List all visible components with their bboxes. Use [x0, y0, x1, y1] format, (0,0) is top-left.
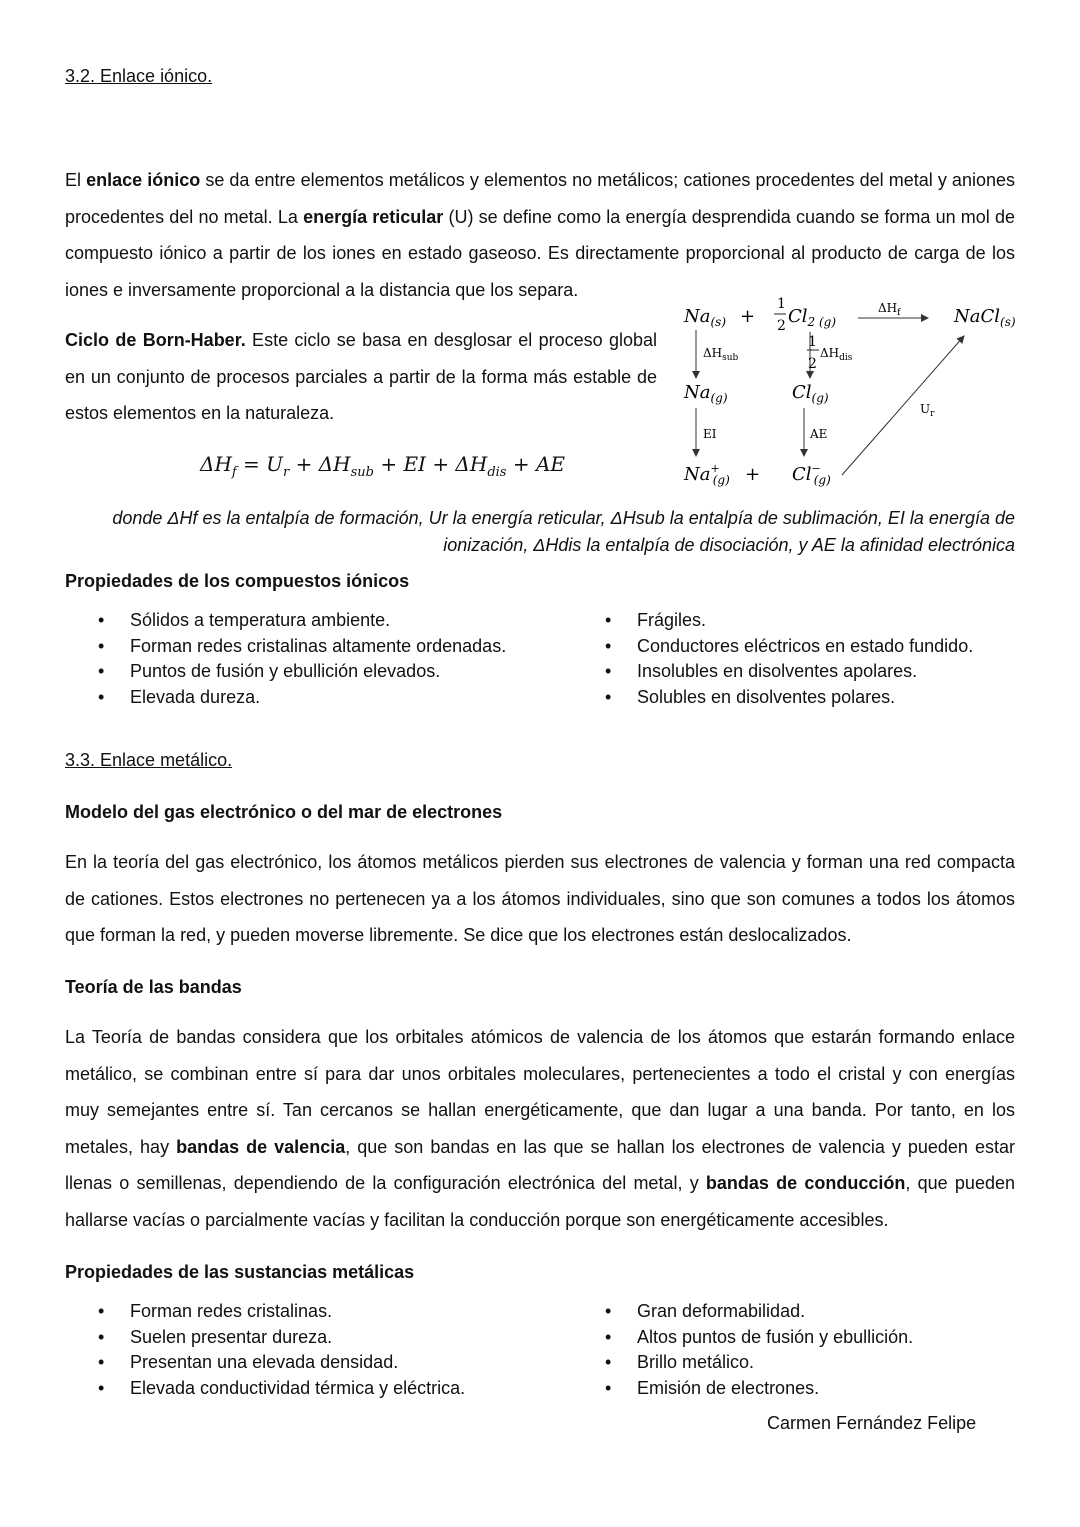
ae-label: AE [810, 427, 828, 441]
dis-half-num: 1 [808, 334, 817, 350]
born-haber-label: Ciclo de Born-Haber. [65, 330, 246, 350]
gas-model-title: Modelo del gas electrónico o del mar de electrones [65, 802, 503, 822]
born-haber-equation: $\Delta H_f = U_r + \Delta H_{sub}$ + EI + $\Delta H_{dis}$ + AE [200, 452, 565, 480]
author: Carmen Fernández Felipe [767, 1413, 977, 1433]
na-plus-label: Na+ (g) [684, 462, 730, 487]
bands-run: bandas de valencia [176, 1136, 346, 1157]
equation-caption [65, 505, 1015, 559]
gas-model-paragraph: En la teoría del gas electrónico, los átomos metálicos pierden sus electrones de valencia y forman una red compacta de cationes. Estos electrones no pertenecen ya a los átomos individuales, sino que son comunes a todos los átomos que forman la red, y pueden moverse libremente. Se dice que los electrones están deslocalizados. [65, 852, 1015, 946]
metal-props-left [65, 1299, 535, 1401]
ionic-props-title: Propiedades de los compuestos iónicos [65, 571, 410, 591]
born-haber-paragraph [65, 322, 657, 432]
plus-sign: + [740, 306, 756, 327]
intro-run: se da entre elementos metálicos y elementos no metálicos; cationes procedentes del metal y aniones procedentes del no metal. La [65, 170, 1015, 227]
bands-paragraph [65, 1019, 1015, 1239]
intro-run: El [65, 170, 87, 190]
intro-run: (U) se define como la energía desprendida cuando se forma un mol de compuesto iónico a partir de los iones en estado gaseoso. Es directamente proporcional al producto de carga de los iones e inversamente proporcional a la distancia que los separa. [65, 206, 1015, 300]
list-item: • Puntos de fusión y ebullición elevados. [65, 659, 535, 685]
bands-run: , que pueden hallarse vacías o parcialmente vacías y facilitan la conducción porque son energéticamente accesibles. [65, 1173, 1015, 1230]
ionic-props-right [572, 608, 1042, 710]
born-haber-text: Este ciclo se basa en desglosar el proceso global en un conjunto de procesos parciales a partir de la forma más estable de estos elementos en la naturaleza. [65, 330, 658, 424]
metal-props-right [572, 1299, 1042, 1401]
caption-line-2: ionización, ΔHdis la entalpía de disociación, y AE la afinidad electrónica [443, 535, 1015, 555]
ionic-intro-paragraph [65, 162, 1015, 308]
intro-run: energía reticular [303, 206, 444, 227]
list-item: • Altos puntos de fusión y ebullición. [572, 1325, 1042, 1351]
bands-run: , que son bandas en las que se hallan los electrones de valencia y pueden estar llenas o semillenas, dependiendo de la configuración electrónica del metal, y [65, 1136, 1015, 1194]
metal-props-title: Propiedades de las sustancias metálicas [65, 1262, 415, 1282]
caption-line-1: donde ΔHf es la entalpía de formación, Ur la energía reticular, ΔHsub la entalpía de sublimación, EI la energía de [112, 508, 1015, 528]
cl-g-label: $Cl_{(g)}$ [792, 382, 829, 405]
na-s-label: $Na_{(s)}$ [684, 306, 727, 329]
list-item: • Frágiles. [572, 608, 1042, 634]
section-ionic-title: 3.2. Enlace iónico. [65, 66, 213, 86]
list-item: • Elevada conductividad térmica y eléctrica. [65, 1376, 535, 1402]
bands-title: Teoría de las bandas [65, 977, 242, 997]
dh-f-label: $\Delta H_f$ [878, 301, 901, 318]
half-den: 2 [777, 318, 786, 334]
section-metal-title: 3.3. Enlace metálico. [65, 750, 233, 770]
half-num: 1 [777, 296, 786, 312]
list-item: • Brillo metálico. [572, 1350, 1042, 1376]
dis-half-den: 2 [808, 356, 817, 372]
bands-run: La Teoría de bandas considera que los orbitales atómicos de valencia de los átomos que estarán formando enlace metálico, se combinan entre sí para dar unos orbitales moleculares, pertenecientes a todo el cristal y con energías muy semejantes entre sí. Tan cercanos se hallan energéticamente, que dan lugar a una banda. Por tanto, en los metales, hay [65, 1027, 1015, 1157]
list-item: • Presentan una elevada densidad. [65, 1350, 535, 1376]
ei-label: EI [703, 427, 717, 441]
list-item: • Elevada dureza. [65, 685, 535, 711]
cl2-g-label: $Cl_{2 (g)}$ [788, 306, 837, 329]
cl-minus-label: Cl− (g) [792, 462, 831, 487]
bands-run: bandas de conducción [705, 1173, 906, 1194]
born-haber-diagram [670, 290, 1030, 495]
list-item: • Insolubles en disolventes apolares. [572, 659, 1042, 685]
plus-sign-2: + [745, 464, 761, 485]
dh-dis-label: $\Delta H_{dis}$ [820, 346, 853, 363]
ionic-props-left [65, 608, 535, 710]
na-g-label: $Na_{(g)}$ [684, 382, 728, 405]
list-item: • Forman redes cristalinas altamente ordenadas. [65, 634, 535, 660]
list-item: • Solubles en disolventes polares. [572, 685, 1042, 711]
nacl-s-label: NaCl$_{(s)}$ [954, 306, 1016, 329]
list-item: • Suelen presentar dureza. [65, 1325, 535, 1351]
list-item: • Sólidos a temperatura ambiente. [65, 608, 535, 634]
intro-run: enlace iónico [86, 170, 201, 190]
list-item: • Conductores eléctricos en estado fundido. [572, 634, 1042, 660]
ur-label: $U_r$ [920, 402, 935, 419]
list-item: • Forman redes cristalinas. [65, 1299, 535, 1325]
dh-sub-label: $\Delta H_{sub}$ [703, 346, 739, 363]
list-item: • Gran deformabilidad. [572, 1299, 1042, 1325]
list-item: • Emisión de electrones. [572, 1376, 1042, 1402]
